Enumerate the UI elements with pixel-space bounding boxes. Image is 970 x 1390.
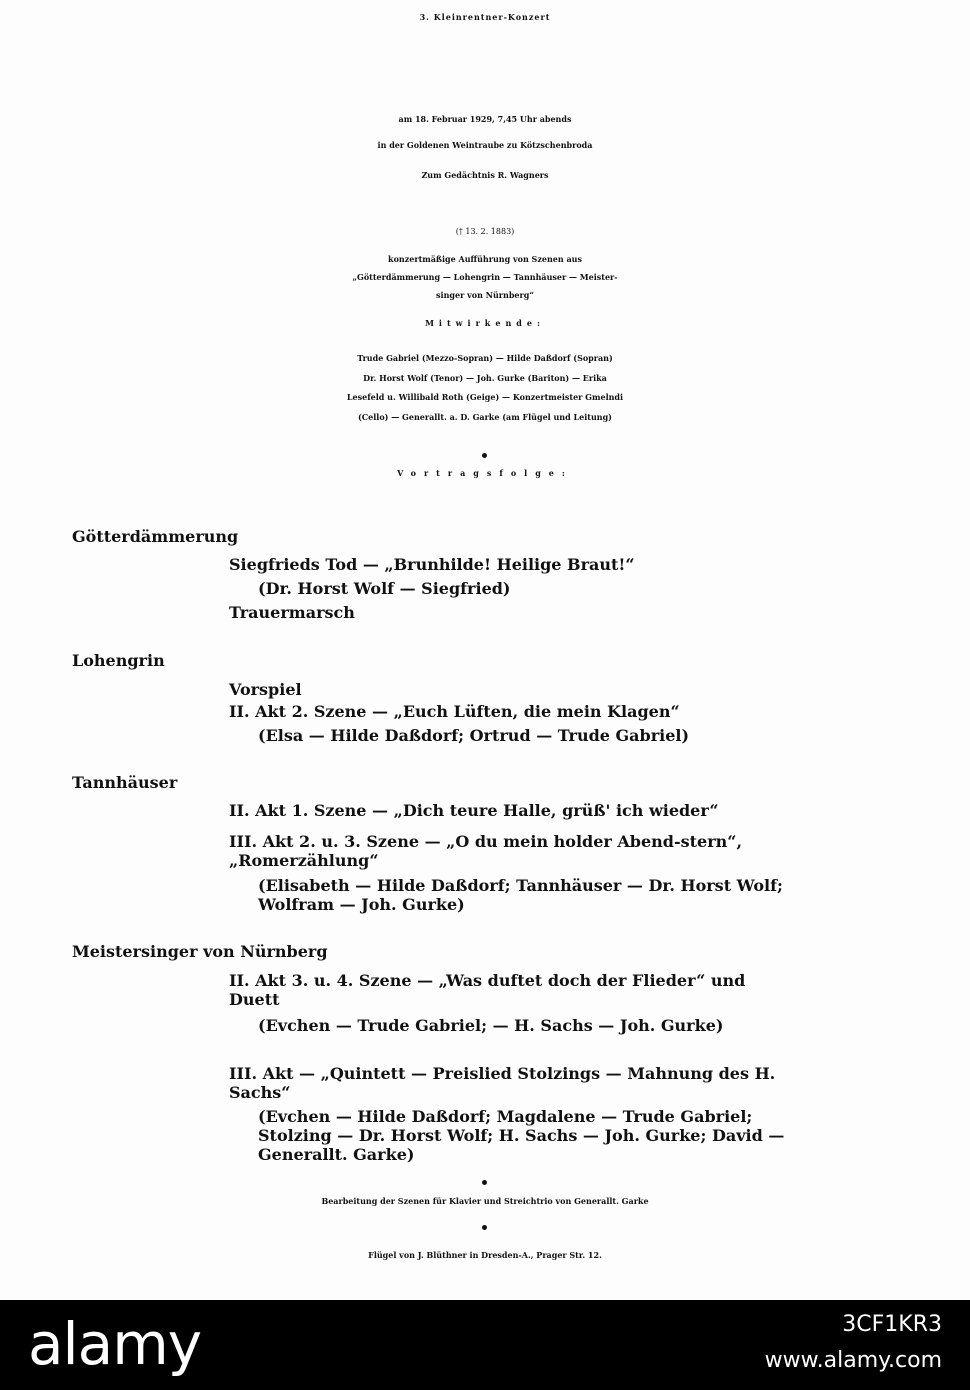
arrangement-note: Bearbeitung der Szenen für Klavier und Streichtrio von Generallt. Garke: [321, 1196, 649, 1206]
program-item: Vorspiel: [229, 680, 302, 699]
piano-credit: Flügel von J. Blüthner in Dresden-A., Prager Str. 12.: [368, 1250, 602, 1260]
separator-dot: [482, 453, 487, 458]
program-item: Siegfrieds Tod — „Brunhilde! Heilige Braut!“: [229, 555, 635, 574]
program-item-cast: (Evchen — Trude Gabriel; — H. Sachs — Joh. Gurke): [258, 1016, 724, 1035]
program-item: Trauermarsch: [229, 603, 355, 622]
program-item-cast: (Dr. Horst Wolf — Siegfried): [258, 579, 511, 598]
venue-line: in der Goldenen Weintraube zu Kötzschenbroda: [377, 140, 593, 150]
watermark-bar: [0, 1300, 970, 1390]
alamy-logo: alamy: [28, 1310, 202, 1378]
performers-list: [0, 349, 970, 427]
death-date: († 13. 2. 1883): [455, 227, 515, 236]
performance-line: konzertmäßige Aufführung von Szenen aus: [388, 254, 582, 264]
opera-title: Lohengrin: [72, 651, 165, 670]
opera-title: Götterdämmerung: [72, 527, 239, 546]
program-item: III. Akt 2. u. 3. Szene — „O du mein holder Abend-stern“, „Romerzählung“: [229, 832, 743, 870]
program-item-cast: (Elsa — Hilde Daßdorf; Ortrud — Trude Gabriel): [258, 726, 690, 745]
date-time-line: am 18. Februar 1929, 7,45 Uhr abends: [398, 114, 572, 124]
separator-dot: [482, 1180, 487, 1185]
program-item: III. Akt — „Quintett — Preislied Stolzings — Mahnung des H. Sachs“: [229, 1064, 776, 1102]
performance-line: „Götterdämmerung — Lohengrin — Tannhäuser — Meister-: [352, 272, 618, 282]
performers-label: Mitwirkende:: [425, 318, 545, 328]
program-item: II. Akt 1. Szene — „Dich teure Halle, grüß' ich wieder“: [229, 801, 719, 820]
performers-line: Dr. Horst Wolf (Tenor) — Joh. Gurke (Bariton) — Erika: [363, 372, 607, 383]
performers-line: (Cello) — Generallt. a. D. Garke (am Flügel und Leitung): [358, 411, 612, 422]
program-item-cast: (Elisabeth — Hilde Daßdorf; Tannhäuser — Dr. Horst Wolf; Wolfram — Joh. Gurke): [258, 876, 783, 914]
performance-description: [0, 250, 970, 304]
watermark-url: www.alamy.com: [764, 1348, 942, 1373]
performers-line: Trude Gabriel (Mezzo-Sopran) — Hilde Daßdorf (Sopran): [357, 353, 613, 363]
program-item-cast: (Evchen — Hilde Daßdorf; Magdalene — Trude Gabriel; Stolzing — Dr. Horst Wolf; H. Sachs — Joh. Gurke; David — Generallt. Garke): [258, 1107, 785, 1164]
opera-title: Meistersinger von Nürnberg: [72, 942, 328, 961]
program-heading: Vortragsfolge:: [397, 468, 573, 478]
program-item: II. Akt 2. Szene — „Euch Lüften, die mein Klagen“: [229, 702, 680, 721]
performance-line: singer von Nürnberg“: [436, 290, 534, 300]
image-id: 3CF1KR3: [842, 1312, 942, 1337]
memorial-heading: Zum Gedächtnis R. Wagners: [421, 170, 549, 180]
program-item: II. Akt 3. u. 4. Szene — „Was duftet doch der Flieder“ und Duett: [229, 971, 746, 1009]
opera-title: Tannhäuser: [72, 773, 178, 792]
separator-dot: [482, 1225, 487, 1230]
concert-title: 3. Kleinrentner-Konzert: [419, 12, 551, 22]
performers-line: Lesefeld u. Willibald Roth (Geige) — Konzertmeister Gmelndi: [346, 392, 624, 402]
